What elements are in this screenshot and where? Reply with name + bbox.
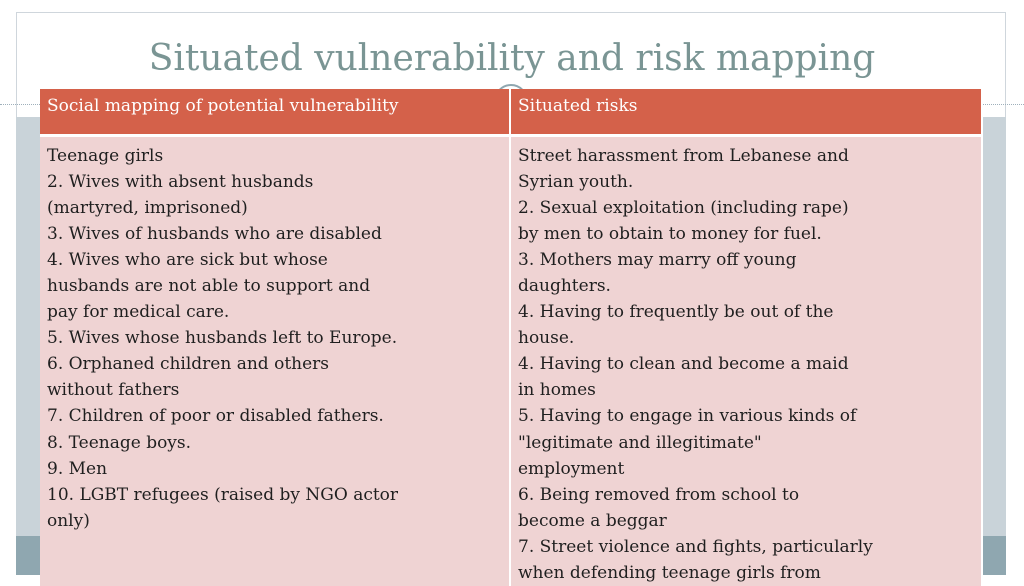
vulnerability-line: only) bbox=[47, 508, 502, 534]
vulnerability-line: 7. Children of poor or disabled fathers. bbox=[47, 403, 502, 429]
vulnerability-line: (martyred, imprisoned) bbox=[47, 195, 502, 221]
slide-title: Situated vulnerability and risk mapping bbox=[0, 36, 1024, 82]
risk-line: 7. Street violence and fights, particularly bbox=[518, 534, 974, 560]
risk-line: employment bbox=[518, 456, 974, 482]
frame-band-right bbox=[982, 117, 1006, 575]
risk-line: by men to obtain to money for fuel. bbox=[518, 221, 974, 247]
vulnerability-line: 9. Men bbox=[47, 456, 502, 482]
vulnerability-line: 6. Orphaned children and others bbox=[47, 351, 502, 377]
risk-line: 5. Having to engage in various kinds of bbox=[518, 403, 974, 429]
risk-line: 3. Mothers may marry off young bbox=[518, 247, 974, 273]
risk-line: 2. Sexual exploitation (including rape) bbox=[518, 195, 974, 221]
frame-band-right-bottom bbox=[982, 536, 1006, 575]
risks-cell bbox=[510, 135, 982, 586]
risk-line: 4. Having to frequently be out of the bbox=[518, 299, 974, 325]
vulnerability-line: 3. Wives of husbands who are disabled bbox=[47, 221, 502, 247]
risk-line: Street harassment from Lebanese and bbox=[518, 143, 974, 169]
vulnerability-list bbox=[47, 143, 502, 534]
risk-line: 6. Being removed from school to bbox=[518, 482, 974, 508]
risk-line: when defending teenage girls from bbox=[518, 560, 974, 586]
risks-list bbox=[518, 143, 974, 586]
frame-band-left-bottom bbox=[16, 536, 40, 575]
risk-line: "legitimate and illegitimate" bbox=[518, 430, 974, 456]
vulnerability-line: 10. LGBT refugees (raised by NGO actor bbox=[47, 482, 502, 508]
risk-line: daughters. bbox=[518, 273, 974, 299]
frame-band-left bbox=[16, 117, 40, 575]
vulnerability-line: Teenage girls bbox=[47, 143, 502, 169]
vulnerability-line: without fathers bbox=[47, 377, 502, 403]
vulnerability-line: pay for medical care. bbox=[47, 299, 502, 325]
table-row bbox=[40, 135, 982, 586]
vulnerability-line: 8. Teenage boys. bbox=[47, 430, 502, 456]
vulnerability-cell bbox=[40, 135, 510, 586]
risk-line: in homes bbox=[518, 377, 974, 403]
vulnerability-line: 4. Wives who are sick but whose bbox=[47, 247, 502, 273]
header-risks: Situated risks bbox=[510, 89, 982, 135]
risk-line: house. bbox=[518, 325, 974, 351]
vulnerability-line: husbands are not able to support and bbox=[47, 273, 502, 299]
table-header-row bbox=[40, 89, 982, 135]
vulnerability-risk-table bbox=[40, 89, 983, 586]
risk-line: 4. Having to clean and become a maid bbox=[518, 351, 974, 377]
header-vulnerability: Social mapping of potential vulnerability bbox=[40, 89, 510, 135]
risk-line: Syrian youth. bbox=[518, 169, 974, 195]
risk-line: become a beggar bbox=[518, 508, 974, 534]
vulnerability-line: 2. Wives with absent husbands bbox=[47, 169, 502, 195]
vulnerability-line: 5. Wives whose husbands left to Europe. bbox=[47, 325, 502, 351]
